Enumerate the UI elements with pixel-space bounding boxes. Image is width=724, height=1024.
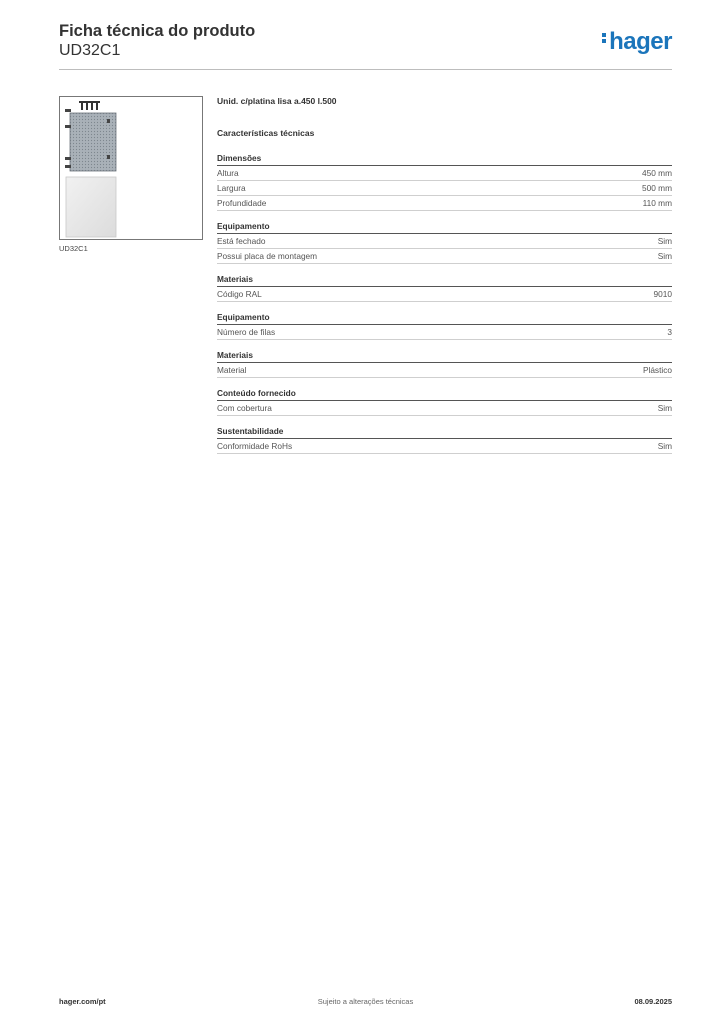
spec-row [217,325,672,340]
spec-group [217,349,672,378]
spec-value: Sim [657,236,672,246]
spec-group [217,273,672,302]
spec-value: 110 mm [642,198,672,208]
spec-group-title: Materiais [217,273,672,287]
spec-label: Com cobertura [217,403,272,413]
spec-row [217,181,672,196]
spec-value: Sim [657,251,672,261]
enclosure-plate-image [60,97,202,239]
header-divider [59,69,672,70]
spec-row [217,166,672,181]
footer-date: 08.09.2025 [634,997,672,1006]
spec-group [217,220,672,264]
spec-label: Está fechado [217,236,266,246]
hager-logo: hager [602,28,672,56]
spec-group-title: Dimensões [217,152,672,166]
footer-note: Sujeito a alterações técnicas [317,997,414,1006]
specs-heading: Características técnicas [217,128,315,138]
spec-value: Sim [657,403,672,413]
spec-value: 3 [667,327,672,337]
product-code-heading: UD32C1 [59,42,121,59]
page-title: Ficha técnica do produto [59,22,256,40]
spec-label: Número de filas [217,327,276,337]
spec-label: Material [217,365,247,375]
spec-group-title: Equipamento [217,311,672,325]
spec-label: Altura [217,168,239,178]
spec-row [217,287,672,302]
spec-label: Código RAL [217,289,262,299]
spec-value: 500 mm [642,183,672,193]
spec-row [217,196,672,211]
spec-row [217,249,672,264]
product-image-frame [59,96,203,240]
spec-row [217,439,672,454]
logo-dots-icon [602,31,607,45]
spec-row [217,401,672,416]
spec-group [217,425,672,454]
page-header [59,22,672,70]
footer-website-link[interactable]: hager.com/pt [59,997,106,1006]
spec-label: Conformidade RoHs [217,441,293,451]
product-name: Unid. c/platina lisa a.450 l.500 [217,96,337,106]
spec-group-title: Equipamento [217,220,672,234]
spec-group [217,387,672,416]
spec-label: Profundidade [217,198,267,208]
spec-group [217,152,672,211]
specs-section [217,96,672,463]
product-image-caption: UD32C1 [59,244,88,253]
spec-label: Possui placa de montagem [217,251,318,261]
spec-group [217,311,672,340]
spec-row [217,363,672,378]
spec-group-title: Sustentabilidade [217,425,672,439]
spec-group-title: Materiais [217,349,672,363]
spec-row [217,234,672,249]
spec-label: Largura [217,183,246,193]
spec-value: 450 mm [642,168,672,178]
spec-value: Sim [657,441,672,451]
spec-value: Plástico [642,365,672,375]
spec-group-title: Conteúdo fornecido [217,387,672,401]
spec-value: 9010 [653,289,672,299]
